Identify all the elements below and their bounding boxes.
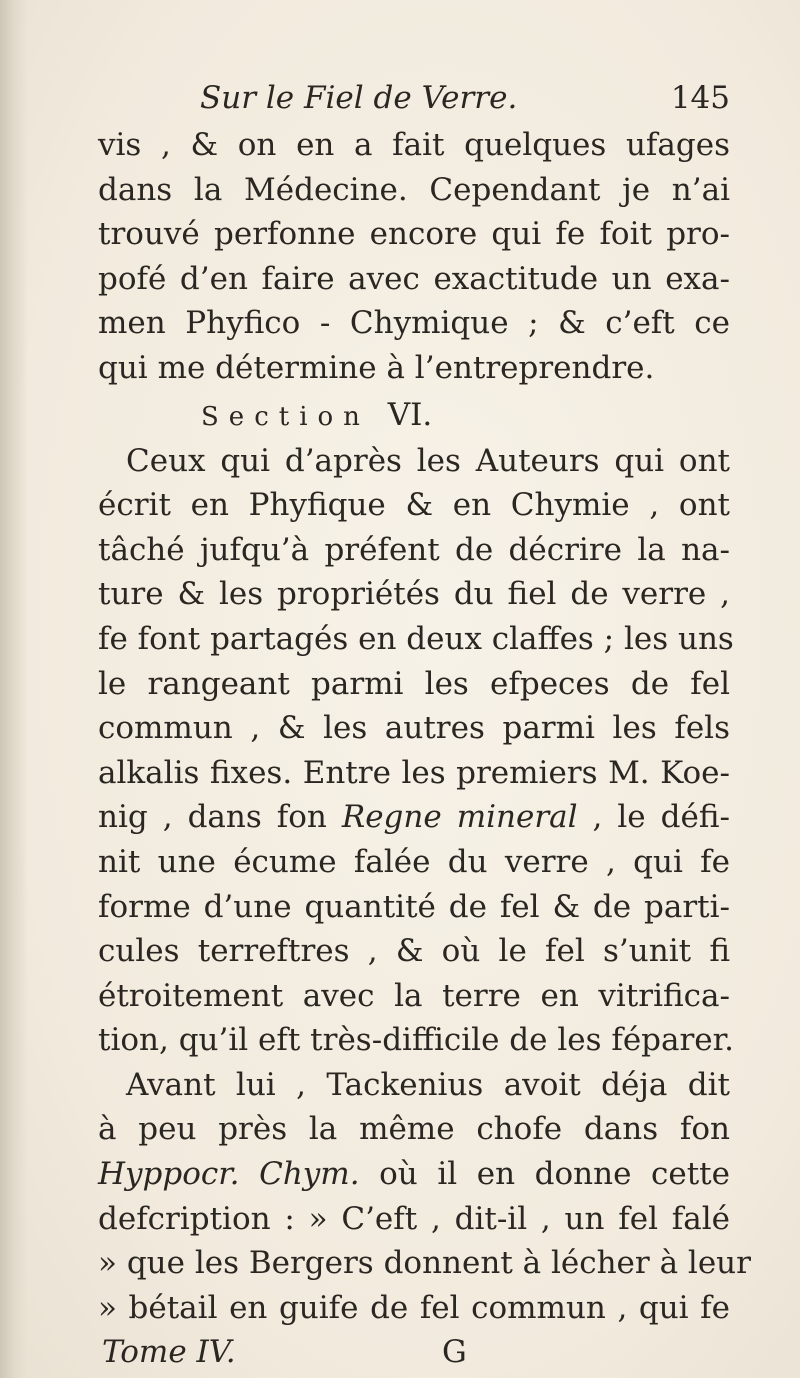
section-word: Section — [201, 401, 370, 432]
text-line: tâché jufqu’à préfent de décrire la na- — [98, 531, 730, 568]
volume-label: Tome IV. — [102, 1334, 236, 1371]
text-line: nit une écume falée du verre , qui fe — [98, 843, 730, 880]
text-line: tion, qu’il eft très-difficile de les féparer. — [98, 1022, 734, 1059]
paragraph-tackenius — [98, 1063, 751, 1331]
page-footer — [98, 1330, 730, 1374]
text-span: où il en donne cette — [359, 1156, 730, 1193]
text-line: fe font partagés en deux claffes ; les uns — [98, 620, 734, 657]
text-line: Ceux qui d’après les Auteurs qui ont — [126, 442, 730, 479]
text-line: cules terreftres , & où le fel s’unit fi — [98, 933, 730, 970]
text-line: étroitement avec la terre en vitrifica- — [98, 977, 730, 1014]
text-line: qui me détermine à l’entreprendre. — [98, 349, 655, 386]
text-line: le rangeant parmi les efpeces de fel — [98, 665, 730, 702]
text-line: trouvé perfonne encore qui fe foit pro- — [98, 216, 730, 253]
book-title-italic: Hyppocr. Chym. — [98, 1156, 360, 1193]
text-line: alkalis fixes. Entre les premiers M. Koe- — [98, 754, 730, 791]
text-line: écrit en Phyfique & en Chymie , ont — [98, 487, 730, 524]
text-line: men Phyfico - Chymique ; & c’eft ce — [98, 305, 730, 342]
book-title-italic: Regne mineral — [341, 799, 578, 836]
text-line: » que les Bergers donnent à lécher à leur — [98, 1245, 751, 1282]
section-heading — [98, 391, 730, 439]
text-line: à peu près la même chofe dans fon — [98, 1111, 730, 1148]
page-header — [98, 73, 730, 123]
text-line: forme d’une quantité de fel & de parti- — [98, 888, 730, 925]
text-line: dans la Médecine. Cependant je n’ai — [98, 171, 730, 208]
text-line: defcription : » C’eft , dit-il , un fel falé — [98, 1200, 730, 1237]
signature-mark: G — [442, 1334, 467, 1371]
page-number: 145 — [670, 80, 730, 116]
paragraph-section — [98, 439, 734, 1063]
text-line — [98, 1152, 730, 1197]
text-line: ture & les propriétés du fiel de verre , — [98, 576, 730, 613]
text-line: Avant lui , Tackenius avoit déja dit — [126, 1066, 730, 1103]
page-gutter-shadow — [0, 0, 28, 1378]
text-line — [98, 795, 730, 840]
section-number: VI. — [387, 396, 433, 433]
text-span: nig , dans fon — [98, 799, 342, 836]
text-line: vis , & on en a fait quelques ufages — [98, 127, 730, 163]
paragraph-intro — [98, 123, 730, 391]
running-title: Sur le Fiel de Verre. — [200, 80, 518, 116]
text-line: » bétail en guife de fel commun , qui fe — [98, 1289, 730, 1326]
text-span: , le défi- — [577, 799, 730, 836]
text-block — [98, 73, 751, 1374]
text-line: commun , & les autres parmi les fels — [98, 710, 730, 747]
text-line: pofé d’en faire avec exactitude un exa- — [98, 260, 730, 297]
